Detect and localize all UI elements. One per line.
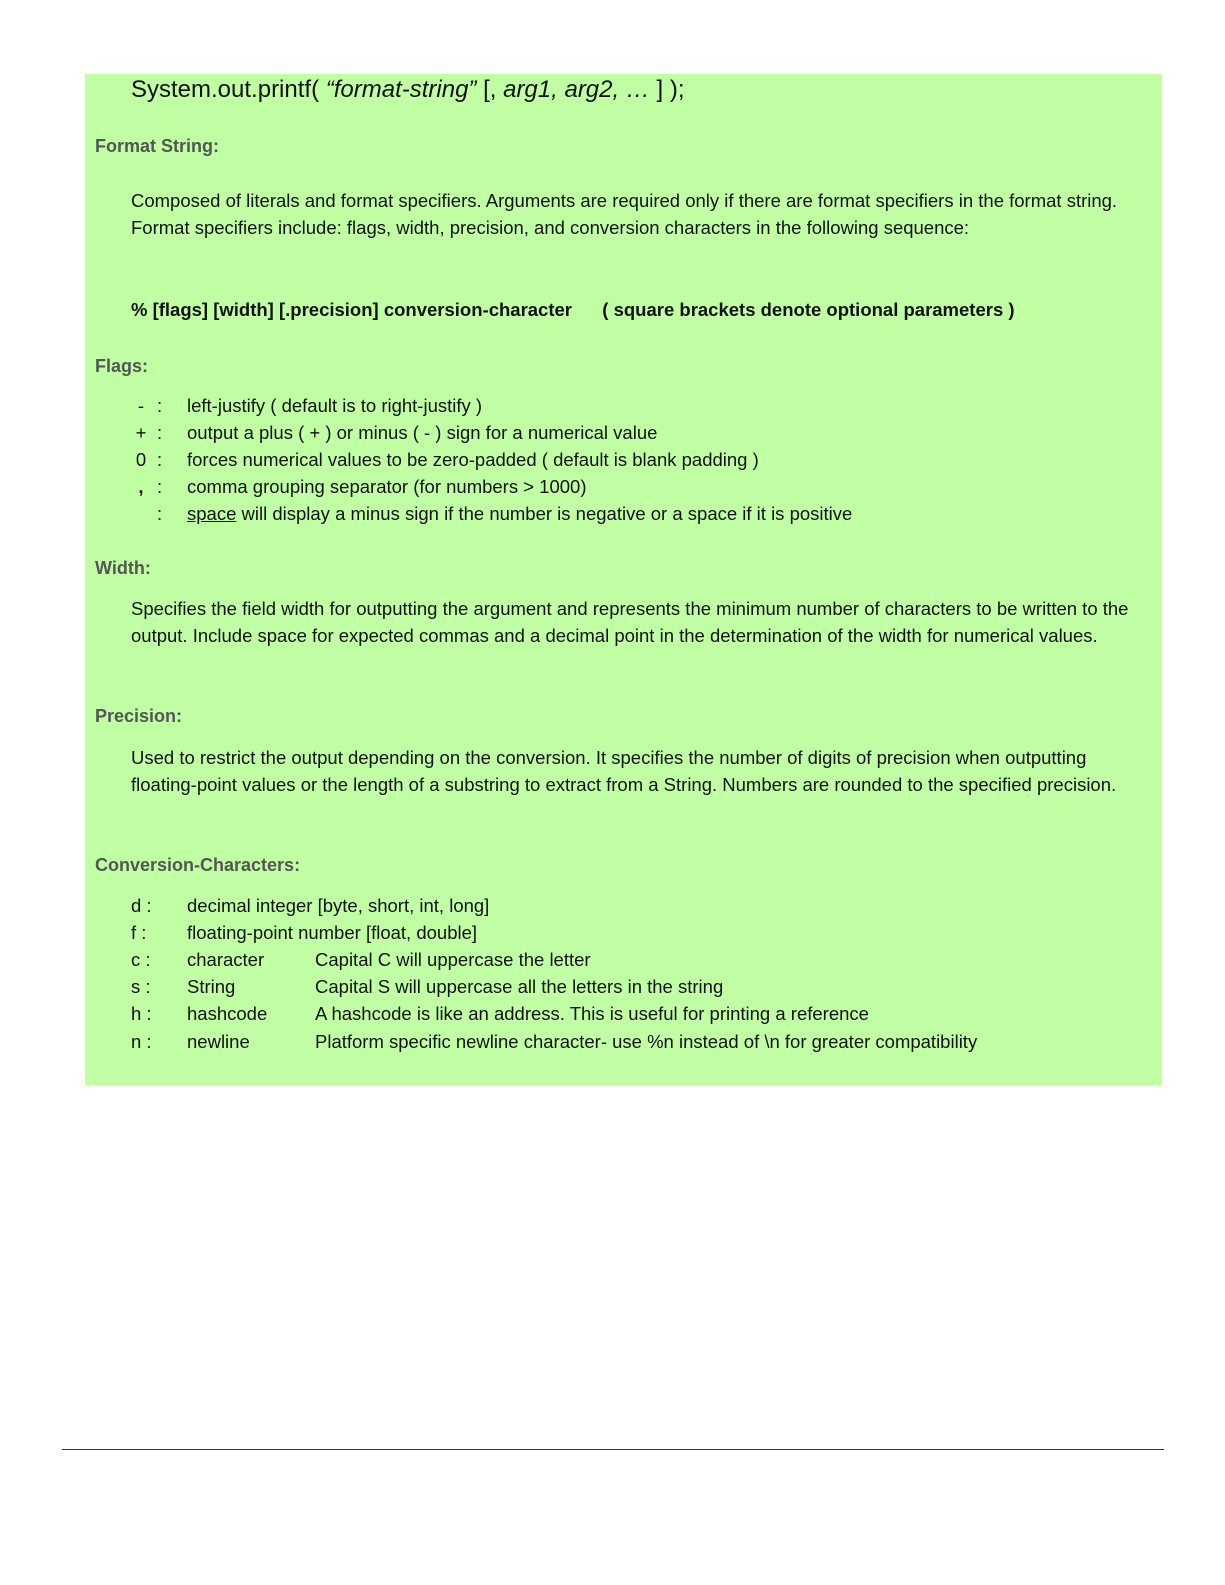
flag-space-text: will display a minus sign if the number is negative or a space if it is positive <box>236 503 853 524</box>
syntax-prefix: System.out.printf( <box>131 76 326 103</box>
conversion-name: decimal integer [byte, short, int, long] <box>187 895 490 916</box>
width-body: Specifies the field width for outputting the argument and represents the minimum number of characters to be written to the output. Include space for expected commas and a decimal point in the determination of the width for numerical values. <box>131 598 1129 646</box>
conversion-name: floating-point number [float, double] <box>187 922 478 943</box>
flag-symbol: + <box>135 422 147 443</box>
conversion-letter: s : <box>131 976 151 997</box>
conversion-letter: n : <box>131 1031 152 1052</box>
flag-desc: comma grouping separator (for numbers > 1000) <box>187 476 587 497</box>
flag-desc: output a plus ( + ) or minus ( - ) sign for a numerical value <box>187 422 658 443</box>
flag-symbol: - <box>137 395 145 416</box>
footer-divider <box>62 1449 1164 1450</box>
conversion-name: character <box>187 949 265 970</box>
flags-heading: Flags: <box>95 356 149 376</box>
format-string-body: Composed of literals and format specifiers. Arguments are required only if there are format specifiers in the format string. Format specifiers include: flags, width, precision, and conversion characters in the following sequence: <box>131 190 1118 238</box>
conversion-letter: h : <box>131 1003 152 1024</box>
flag-symbol: 0 <box>135 449 147 470</box>
flag-space-word: space <box>187 503 237 524</box>
conversion-name: String <box>187 976 236 997</box>
flag-colon: : <box>157 476 163 497</box>
format-pattern-note: ( square brackets denote optional parameters ) <box>602 299 1015 320</box>
printf-syntax <box>131 76 685 104</box>
conversion-name: newline <box>187 1031 250 1052</box>
precision-body: Used to restrict the output depending on the conversion. It specifies the number of digits of precision when outputting floating-point values or the length of a substring to extract from a String. Numbers are rounded to the specified precision. <box>131 747 1117 795</box>
flag-desc: forces numerical values to be zero-padded ( default is blank padding ) <box>187 449 759 470</box>
flag-symbol: , <box>138 476 144 497</box>
conversion-heading: Conversion-Characters: <box>95 855 301 875</box>
precision-heading: Precision: <box>95 706 183 726</box>
flag-colon: : <box>157 395 163 416</box>
format-string-heading: Format String: <box>95 136 219 156</box>
conversion-note: Capital C will uppercase the letter <box>315 949 591 970</box>
conversion-letter: f : <box>131 922 147 943</box>
conversion-note: Capital S will uppercase all the letters in the string <box>315 976 724 997</box>
conversion-letter: d : <box>131 895 152 916</box>
flag-desc <box>187 503 852 525</box>
flag-colon: : <box>157 422 163 443</box>
printf-reference-panel <box>85 74 1162 1085</box>
flag-colon: : <box>157 449 163 470</box>
conversion-note: Platform specific newline character- use %n instead of \n for greater compatibility <box>315 1031 978 1052</box>
conversion-note: A hashcode is like an address. This is useful for printing a reference <box>315 1003 869 1024</box>
syntax-args: arg1, arg2, … <box>503 76 657 103</box>
conversion-letter: c : <box>131 949 151 970</box>
conversion-name: hashcode <box>187 1003 268 1024</box>
syntax-suffix: ] ); <box>656 76 685 103</box>
format-pattern <box>131 299 1015 321</box>
width-heading: Width: <box>95 558 151 578</box>
syntax-mid: [, <box>476 76 504 103</box>
syntax-format: “format-string” <box>325 76 477 103</box>
flag-desc: left-justify ( default is to right-justify ) <box>187 395 483 416</box>
format-pattern-text: % [flags] [width] [.precision] conversion-character <box>131 299 572 320</box>
flag-colon: : <box>157 503 163 524</box>
